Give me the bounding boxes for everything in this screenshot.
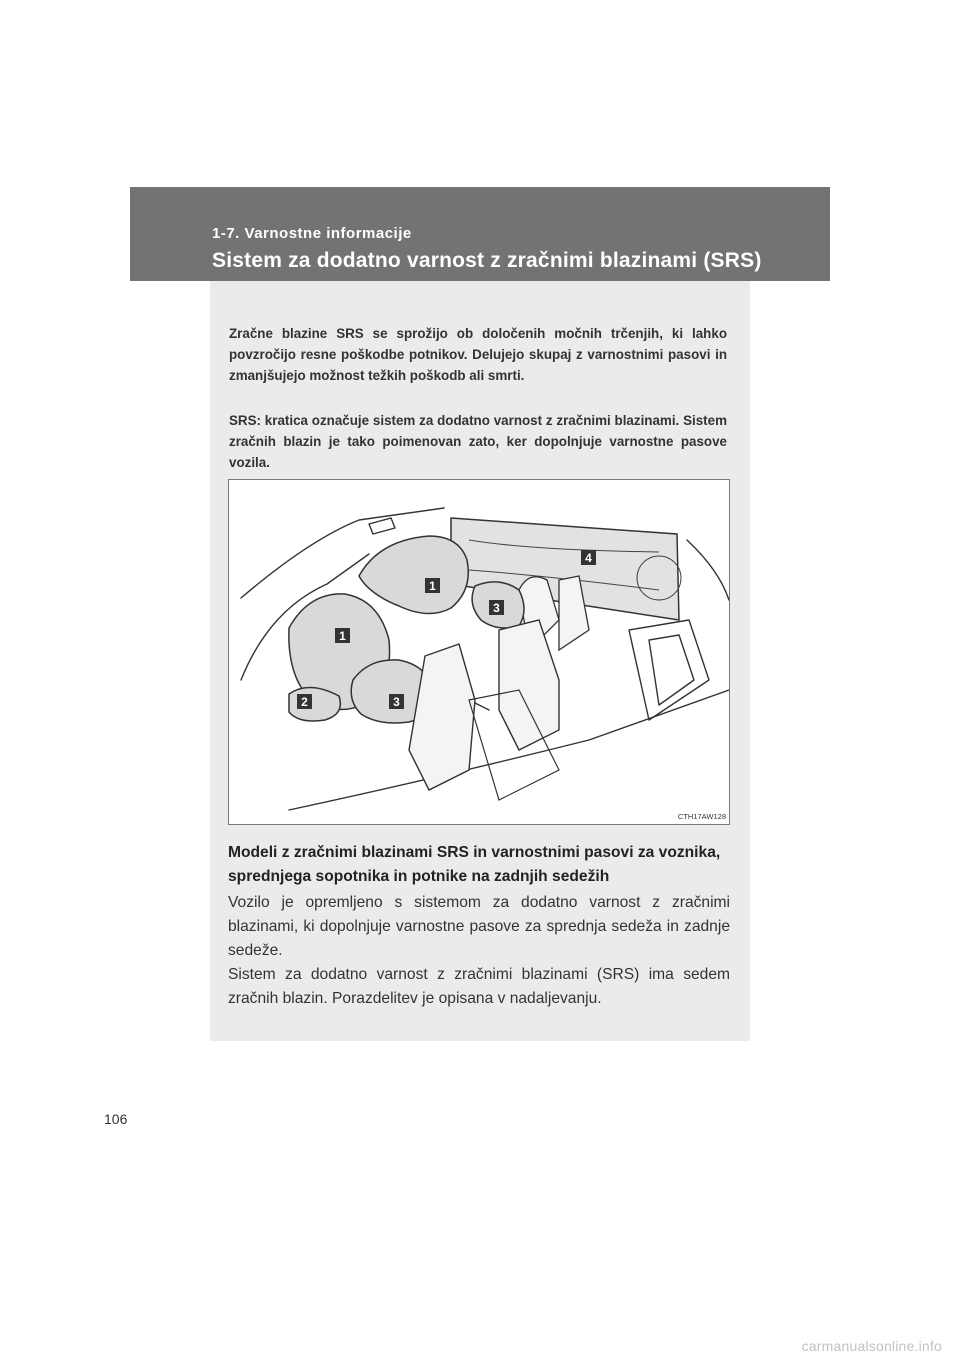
models-paragraph-1: Vozilo je opremljeno s sistemom za dodatno varnost z zračnimi blazinami, ki dopolnjuje varnostne pasove za sprednja sedeža in zadnje sedeže. xyxy=(228,894,730,959)
callout-number: 2 xyxy=(301,695,308,709)
front-seat-driver xyxy=(409,644,475,790)
airbag-illustration xyxy=(228,479,730,825)
front-seat-passenger xyxy=(499,620,559,750)
figure-code: CTH17AW128 xyxy=(677,812,726,821)
door-panel xyxy=(629,620,709,720)
callout-number: 1 xyxy=(339,629,346,643)
models-heading: Modeli z zračnimi blazinami SRS in varnostnimi pasovi za voznika, sprednjega sopotnika in potnike na zadnjih sedežih xyxy=(228,844,721,885)
callout-number: 3 xyxy=(393,695,400,709)
intro-paragraph-1: Zračne blazine SRS se sprožijo ob določenih močnih trčenjih, ki lahko povzročijo resne poškodbe potnikov. Delujejo skupaj z varnostnimi pasovi in zmanjšujejo možnost težkih poškodb ali smrti. xyxy=(229,326,727,383)
watermark: carmanualsonline.info xyxy=(801,1338,942,1354)
content-box xyxy=(210,281,750,1041)
passenger-front-airbag xyxy=(359,536,468,614)
section-label: 1-7. Varnostne informacije xyxy=(212,225,412,242)
page-title: Sistem za dodatno varnost z zračnimi blazinami (SRS) xyxy=(212,249,762,272)
models-paragraph-2: Sistem za dodatno varnost z zračnimi blazinami (SRS) ima sedem zračnih blazin. Porazdelitev je opisana v nadaljevanju. xyxy=(228,966,730,1007)
callout-number: 4 xyxy=(585,551,592,565)
page-number: 106 xyxy=(104,1111,128,1127)
models-body xyxy=(228,891,730,1011)
callout-number: 1 xyxy=(429,579,436,593)
airbag-drawing xyxy=(229,480,730,825)
callout-number: 3 xyxy=(493,601,500,615)
mirror xyxy=(369,518,395,534)
right-body-line xyxy=(687,540,729,600)
intro-paragraph-2: SRS: kratica označuje sistem za dodatno varnost z zračnimi blazinami. Sistem zračnih blazin je tako poimenovan zato, ker dopolnjuje varnostne pasove vozila. xyxy=(229,413,727,470)
section-header-band xyxy=(130,187,830,281)
knee-airbag xyxy=(289,687,340,721)
